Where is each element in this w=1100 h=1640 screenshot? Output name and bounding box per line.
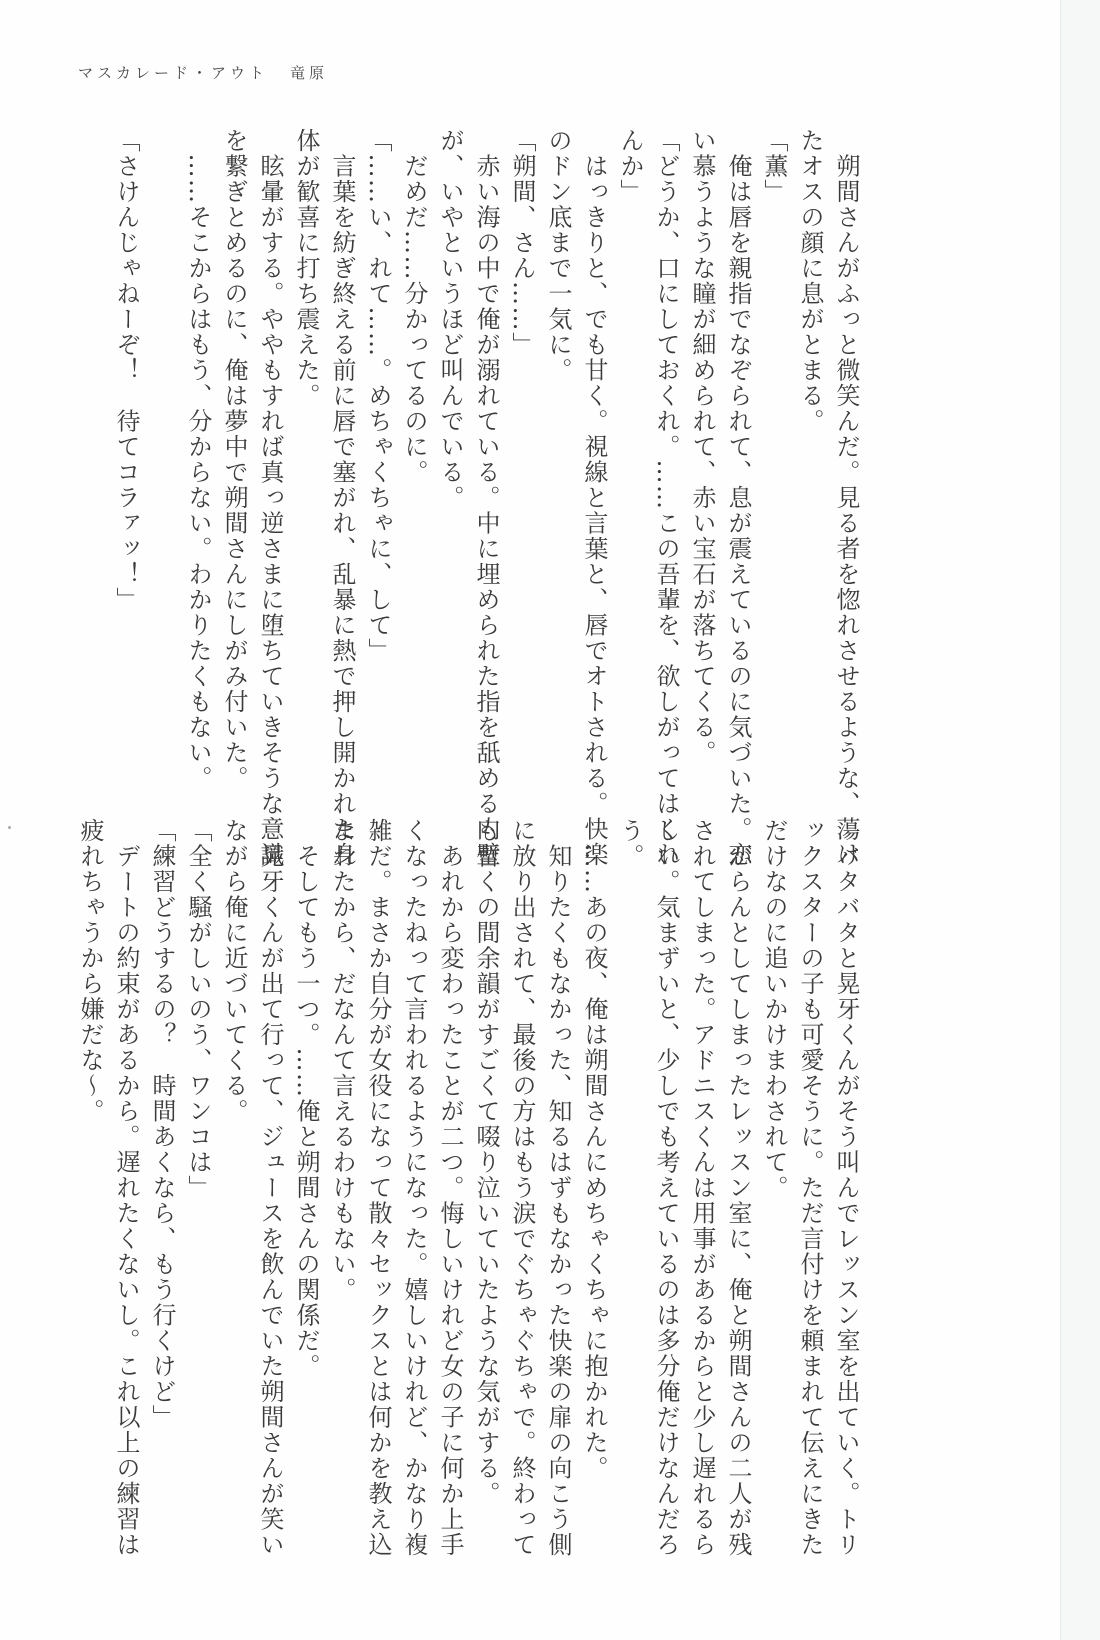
- text-line: 「全く騒がしいのう、ワンコは」: [184, 818, 212, 1201]
- text-line: 知りたくもなかった、知るはずもなかった快楽の扉の向こう側: [544, 818, 572, 1558]
- text-line: ……そこからはもう、分からない。わかりたくもない。: [184, 128, 212, 791]
- text-line: がらんとしてしまったレッスン室に、俺と朔間さんの二人が残: [724, 818, 752, 1558]
- text-line: あれから変わったことが二つ。悔しいけれど女の子に何か上手: [436, 818, 464, 1558]
- text-line: 「……い、れて……。めちゃくちゃに、して」: [364, 128, 392, 664]
- text-line: が、いやというほど叫んでいる。: [436, 128, 464, 511]
- text-line: 俺は唇を親指でなぞられて、息が震えているのに気づいた。恋: [724, 128, 752, 868]
- text-line: のドン底まで一気に。: [544, 128, 572, 383]
- text-line: はっきりと、でも甘く。視線と言葉と、唇でオトされる。快楽: [580, 128, 608, 868]
- text-line: まれたから、だなんて言えるわけもない。: [328, 818, 356, 1303]
- text-line: 「朔間、さん……」: [508, 128, 536, 358]
- text-line: ながら俺に近づいてくる。: [220, 818, 248, 1124]
- text-line: ックスターの子も可愛そうに。ただ言付けを頼まれて伝えにきた: [796, 818, 824, 1558]
- text-line: に放り出されて、最後の方はもう涙でぐちゃぐちゃで。終わって: [508, 818, 536, 1558]
- text-line: しい。気まずいと、少しでも考えているのは多分俺だけなんだろ: [652, 818, 680, 1558]
- text-line: 疲れちゃうから嫌だな～。: [76, 818, 104, 1124]
- text-line: 朔間さんがふっと微笑んだ。見る者を惚れさせるような、蕩け: [832, 128, 860, 868]
- book-title: マスカレード・アウト: [78, 64, 269, 82]
- text-line: い慕うような瞳が細められて、赤い宝石が落ちてくる。: [688, 128, 716, 766]
- text-line: う。: [616, 818, 644, 869]
- text-line: 赤い海の中で俺が溺れている。中に埋められた指を舐める内壁: [472, 128, 500, 868]
- text-line: 眩暈がする。ややもすれば真っ逆さまに堕ちていきそうな意識: [256, 128, 284, 868]
- text-line: されてしまった。アドニスくんは用事があるからと少し遅れるら: [688, 818, 716, 1558]
- text-line: だめだ……分かってるのに。: [400, 128, 428, 485]
- text-line: そしてもう一つ。……俺と朔間さんの関係だ。: [292, 818, 320, 1379]
- page-edge: [1060, 0, 1100, 1640]
- author-name: 竜原: [290, 64, 329, 82]
- text-line: たオスの顔に息がとまる。: [796, 128, 824, 434]
- text-line: バタバタと晃牙くんがそう叫んでレッスン室を出ていく。トリ: [832, 818, 860, 1558]
- text-line: ……あの夜、俺は朔間さんにめちゃくちゃに抱かれた。: [580, 818, 608, 1481]
- blank-line: [144, 128, 180, 728]
- scan-speck: [8, 826, 11, 829]
- running-header: [78, 62, 328, 83]
- text-line: 「練習どうするの？ 時間あくなら、もう行くけど」: [148, 818, 176, 1430]
- text-line: 雑だ。まさか自分が女役になって散々セックスとは何かを教え込: [364, 818, 392, 1558]
- text-line: だけなのに追いかけまわされて。: [760, 818, 788, 1201]
- text-line: 言葉を紡ぎ終える前に唇で塞がれ、乱暴に熱で押し開かれた身: [328, 128, 356, 868]
- text-line: んか」: [616, 128, 644, 205]
- text-line: 晃牙くんが出て行って、ジュースを飲んでいた朔間さんが笑い: [256, 818, 284, 1558]
- text-block-top: [108, 128, 864, 868]
- text-line: を繋ぎとめるのに、俺は夢中で朔間さんにしがみ付いた。: [220, 128, 248, 791]
- text-line: 「薫」: [760, 128, 788, 205]
- text-line: 体が歓喜に打ち震えた。: [292, 128, 320, 409]
- text-line: デートの約束があるから。遅れたくないし。これ以上の練習は: [112, 818, 140, 1558]
- text-line: くなったねって言われるようになった。嬉しいけれど、かなり複: [400, 818, 428, 1558]
- text-block-bottom: [72, 818, 864, 1558]
- text-line: 「さけんじゃねーぞ！ 待てコラァッ！」: [112, 128, 140, 613]
- text-line: 「どうか、口にしておくれ。……この吾輩を、欲しがってはくれ: [652, 128, 680, 868]
- text-line: も暫くの間余韻がすごくて啜り泣いていたような気がする。: [472, 818, 500, 1507]
